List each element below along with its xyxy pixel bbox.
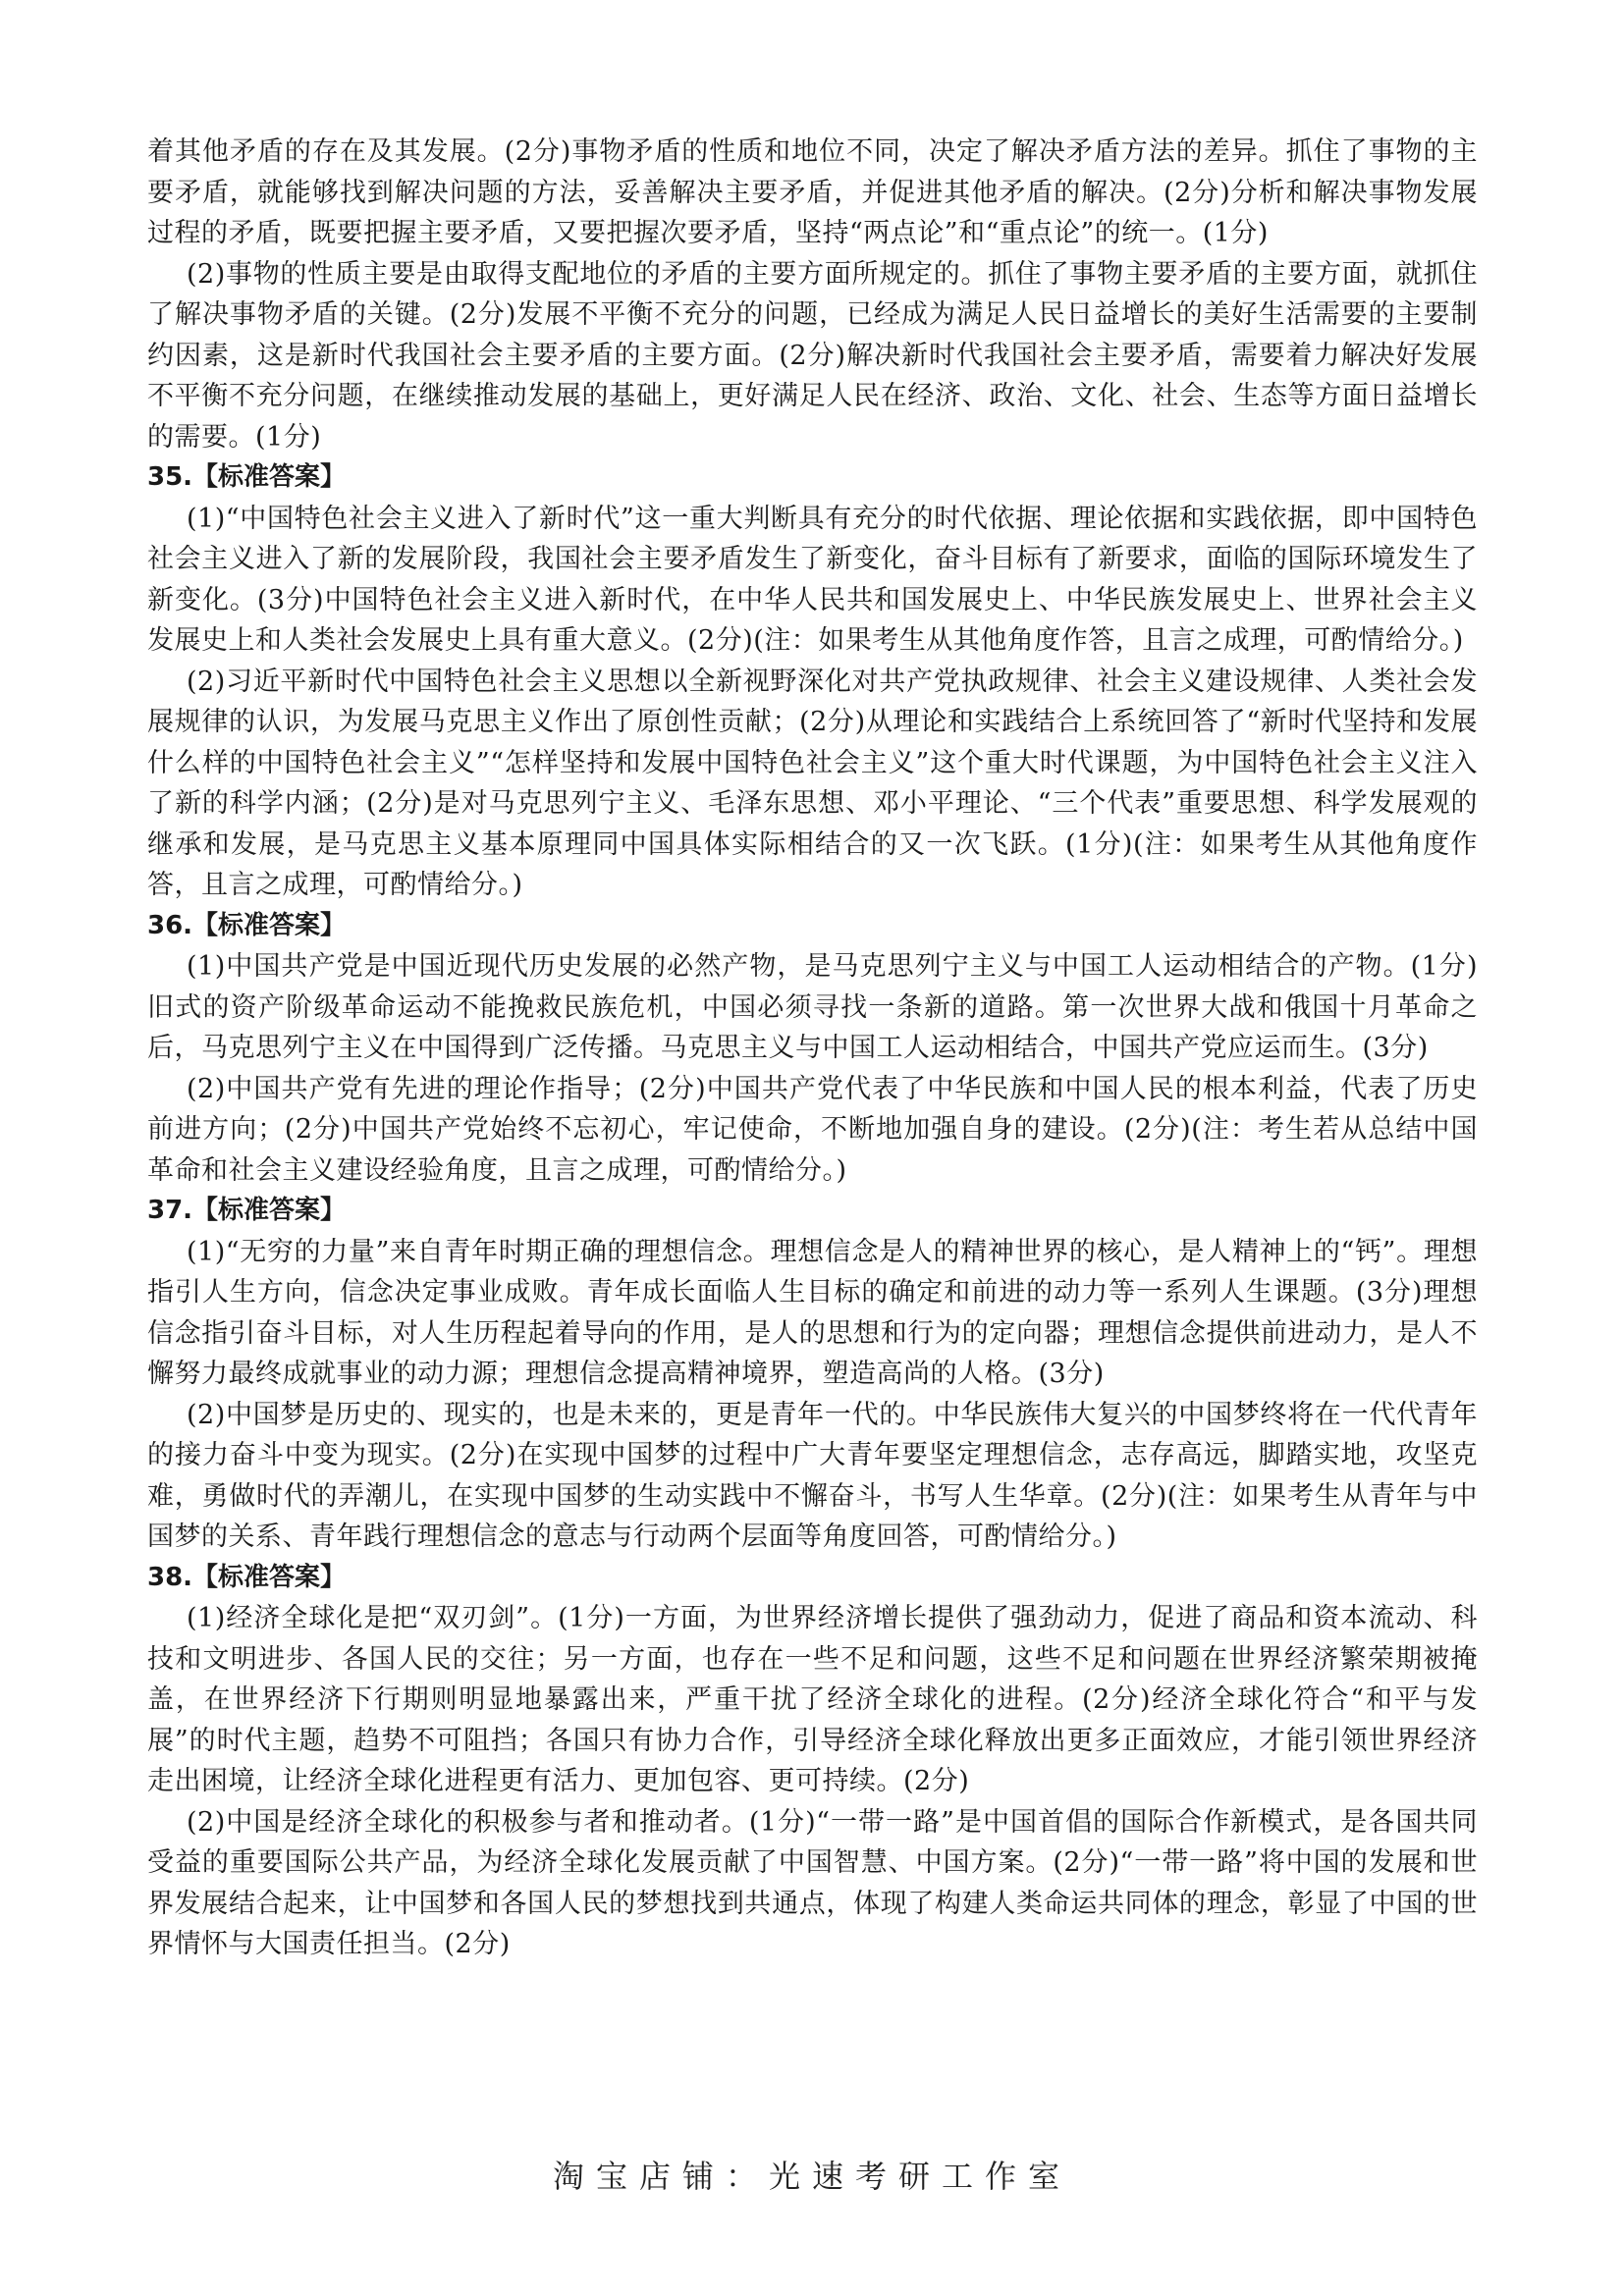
paragraph: (2)习近平新时代中国特色社会主义思想以全新视野深化对共产党执政规律、社会主义建设规律、人类社会发展规律的认识，为发展马克思主义作出了原创性贡献；(2分)从理论和实践结合上系统回答了“新时代坚持和发展什么样的中国特色社会主义”“怎样坚持和发展中国特色社会主义”这个重大时代课题，为中国特色社会主义注入了新的科学内涵；(2分)是对马克思列宁主义、毛泽东思想、邓小平理论、“三个代表”重要思想、科学发展观的继承和发展，是马克思主义基本原理同中国具体实际相结合的又一次飞跃。(1分)(注：如果考生从其他角度作答，且言之成理，可酌情给分。) — [147, 666, 1478, 900]
section-q36 — [147, 906, 1478, 1192]
document-body — [147, 132, 1478, 1965]
section-q37 — [147, 1191, 1478, 1558]
paragraph: (1)经济全球化是把“双刃剑”。(1分)一方面，为世界经济增长提供了强劲动力，促进了商品和资本流动、科技和文明进步、各国人民的交往；另一方面，也存在一些不足和问题，这些不足和问题在世界经济繁荣期被掩盖，在世界经济下行期则明显地暴露出来，严重干扰了经济全球化的进程。(2分)经济全球化符合“和平与发展”的时代主题，趋势不可阻挡；各国只有协力合作，引导经济全球化释放出更多正面效应，才能引领世界经济走出困境，让经济全球化进程更有活力、更加包容、更可持续。(2分) — [147, 1603, 1478, 1796]
paragraph: (1)“无穷的力量”来自青年时期正确的理想信念。理想信念是人的精神世界的核心，是人精神上的“钙”。理想指引人生方向，信念决定事业成败。青年成长面临人生目标的确定和前进的动力等一系列人生课题。(3分)理想信念指引奋斗目标，对人生历程起着导向的作用，是人的思想和行为的定向器；理想信念提供前进动力，是人不懈努力最终成就事业的动力源；理想信念提高精神境界，塑造高尚的人格。(3分) — [147, 1236, 1478, 1389]
section-heading: 38.【标准答案】 — [147, 1562, 347, 1592]
paragraph: (1)中国共产党是中国近现代历史发展的必然产物，是马克思列宁主义与中国工人运动相结合的产物。(1分)旧式的资产阶级革命运动不能挽救民族危机，中国必须寻找一条新的道路。第一次世界大战和俄国十月革命之后，马克思列宁主义在中国得到广泛传播。马克思主义与中国工人运动相结合，中国共产党应运而生。(3分) — [147, 951, 1478, 1063]
section-heading: 35.【标准答案】 — [147, 462, 347, 492]
section-q35 — [147, 457, 1478, 906]
section-heading: 37.【标准答案】 — [147, 1196, 347, 1225]
section-heading: 36.【标准答案】 — [147, 910, 347, 940]
paragraph: (2)中国共产党有先进的理论作指导；(2分)中国共产党代表了中华民族和中国人民的根本利益，代表了历史前进方向；(2分)中国共产党始终不忘初心，牢记使命，不断地加强自身的建设。(2分)(注：考生若从总结中国革命和社会主义建设经验角度，且言之成理，可酌情给分。) — [147, 1073, 1478, 1186]
section-continuation — [147, 132, 1478, 457]
paragraph: (1)“中国特色社会主义进入了新时代”这一重大判断具有充分的时代依据、理论依据和实践依据，即中国特色社会主义进入了新的发展阶段，我国社会主要矛盾发生了新变化，奋斗目标有了新要求，面临的国际环境发生了新变化。(3分)中国特色社会主义进入新时代，在中华人民共和国发展史上、中华民族发展史上、世界社会主义发展史上和人类社会发展史上具有重大意义。(2分)(注：如果考生从其他角度作答，且言之成理，可酌情给分。) — [147, 503, 1478, 656]
footer-shop-label: 淘宝店铺：光速考研工作室 — [552, 2158, 1071, 2195]
paragraph: (2)中国是经济全球化的积极参与者和推动者。(1分)“一带一路”是中国首倡的国际合作新模式，是各国共同受益的重要国际公共产品，为经济全球化发展贡献了中国智慧、中国方案。(2分)“一带一路”将中国的发展和世界发展结合起来，让中国梦和各国人民的梦想找到共通点，体现了构建人类命运共同体的理念，彰显了中国的世界情怀与大国责任担当。(2分) — [147, 1806, 1478, 1959]
paragraph: (2)中国梦是历史的、现实的，也是未来的，更是青年一代的。中华民族伟大复兴的中国梦终将在一代代青年的接力奋斗中变为现实。(2分)在实现中国梦的过程中广大青年要坚定理想信念，志存高远，脚踏实地，攻坚克难，勇做时代的弄潮儿，在实现中国梦的生动实践中不懈奋斗，书写人生华章。(2分)(注：如果考生从青年与中国梦的关系、青年践行理想信念的意志与行动两个层面等角度回答，可酌情给分。) — [147, 1399, 1478, 1552]
paragraph: (2)事物的性质主要是由取得支配地位的矛盾的主要方面所规定的。抓住了事物主要矛盾的主要方面，就抓住了解决事物矛盾的关键。(2分)发展不平衡不充分的问题，已经成为满足人民日益增长的美好生活需要的主要制约因素，这是新时代我国社会主要矛盾的主要方面。(2分)解决新时代我国社会主要矛盾，需要着力解决好发展不平衡不充分问题，在继续推动发展的基础上，更好满足人民在经济、政治、文化、社会、生态等方面日益增长的需要。(1分) — [147, 258, 1478, 453]
paragraph: 着其他矛盾的存在及其发展。(2分)事物矛盾的性质和地位不同，决定了解决矛盾方法的差异。抓住了事物的主要矛盾，就能够找到解决问题的方法，妥善解决主要矛盾，并促进其他矛盾的解决。(2分)分析和解决事物发展过程的矛盾，既要把握主要矛盾，又要把握次要矛盾，坚持“两点论”和“重点论”的统一。(1分) — [147, 136, 1478, 248]
section-q38 — [147, 1558, 1478, 1965]
